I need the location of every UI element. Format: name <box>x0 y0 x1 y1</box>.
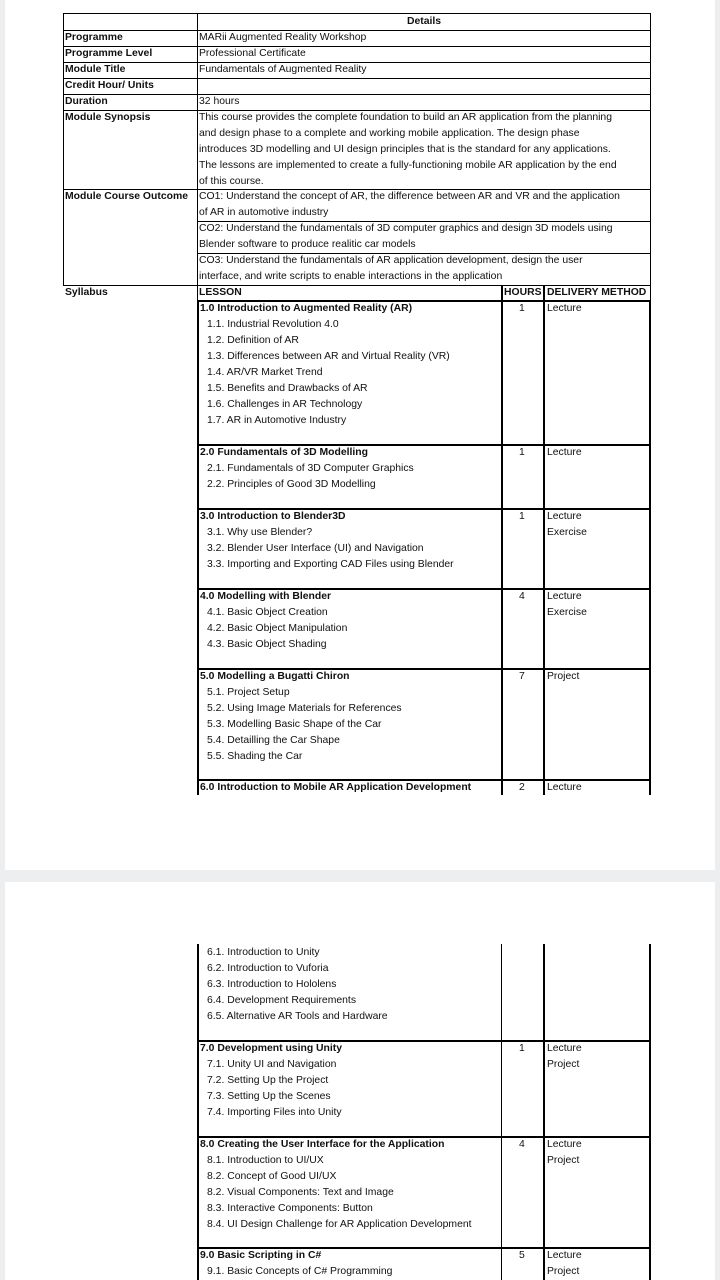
col-line <box>649 944 651 1280</box>
module-title-value: Fundamentals of Augmented Reality <box>199 64 367 75</box>
section-hours: 2 <box>519 782 525 793</box>
lesson-item: 2.2. Principles of Good 3D Modelling <box>207 479 376 490</box>
lesson-item: 6.3. Introduction to Hololens <box>207 979 337 990</box>
lesson-item: 1.2. Definition of AR <box>207 335 299 346</box>
module-outcome-label: Module Course Outcome <box>65 191 188 202</box>
lesson-item: 6.4. Development Requirements <box>207 995 357 1006</box>
lesson-item: 8.2. Visual Components: Text and Image <box>207 1187 394 1198</box>
co2-line: CO2: Understand the fundamentals of 3D computer graphics and design 3D models using <box>199 223 613 234</box>
co2-line: Blender software to produce realitic car models <box>199 239 416 250</box>
delivery-method: Lecture <box>547 1139 582 1150</box>
co3-line: CO3: Understand the fundamentals of AR application development, design the user <box>199 255 583 266</box>
col-line <box>543 944 545 1280</box>
co1-line: of AR in automotive industry <box>199 207 329 218</box>
info-table-divider <box>197 13 198 286</box>
section-title: 6.0 Introduction to Mobile AR Application Development <box>200 782 472 793</box>
delivery-method: Project <box>547 1266 580 1277</box>
lesson-item: 5.1. Project Setup <box>207 687 290 698</box>
lesson-item: 5.4. Detailling the Car Shape <box>207 735 340 746</box>
section-hours: 5 <box>519 1250 525 1261</box>
lesson-item: 6.5. Alternative AR Tools and Hardware <box>207 1011 388 1022</box>
col-line <box>197 944 199 1280</box>
section-title: 8.0 Creating the User Interface for the Application <box>200 1139 445 1150</box>
lesson-item: 2.1. Fundamentals of 3D Computer Graphics <box>207 463 414 474</box>
delivery-method: Lecture <box>547 1250 582 1261</box>
hours-column-header: HOURS <box>504 287 542 298</box>
module-title-label: Module Title <box>65 64 126 75</box>
synopsis-line: of this course. <box>199 176 264 187</box>
col-line <box>501 285 503 795</box>
col-line <box>543 285 545 795</box>
col-line <box>501 944 502 1280</box>
delivery-method: Exercise <box>547 527 587 538</box>
section-hours: 1 <box>519 1043 525 1054</box>
syllabus-label: Syllabus <box>65 287 108 298</box>
synopsis-line: This course provides the complete foundation to build an AR application from the planning <box>199 112 612 123</box>
delivery-method: Project <box>547 1059 580 1070</box>
section-title: 7.0 Development using Unity <box>200 1043 343 1054</box>
synopsis-line: The lessons are implemented to create a fully-functioning mobile AR application by the end <box>199 160 617 171</box>
synopsis-line: introduces 3D modelling and UI design principles that is the standard for any applications. <box>199 144 611 155</box>
delivery-method: Exercise <box>547 607 587 618</box>
section-hours: 1 <box>519 303 525 314</box>
lesson-item: 8.3. Interactive Components: Button <box>207 1203 373 1214</box>
lesson-item: 8.2. Concept of Good UI/UX <box>207 1171 337 1182</box>
delivery-method: Lecture <box>547 511 582 522</box>
duration-value: 32 hours <box>199 96 240 107</box>
section-hours: 7 <box>519 671 525 682</box>
details-header: Details <box>407 16 442 27</box>
lesson-item: 5.5. Shading the Car <box>207 751 303 762</box>
section-hours: 4 <box>519 1139 525 1150</box>
col-line <box>197 300 199 795</box>
delivery-column-header: DELIVERY METHOD <box>547 287 647 298</box>
duration-label: Duration <box>65 96 108 107</box>
lesson-item: 3.3. Importing and Exporting CAD Files using Blender <box>207 559 454 570</box>
lesson-item: 4.2. Basic Object Manipulation <box>207 623 348 634</box>
delivery-method: Lecture <box>547 447 582 458</box>
lesson-item: 3.2. Blender User Interface (UI) and Navigation <box>207 543 424 554</box>
section-hours: 1 <box>519 447 525 458</box>
programme-level-label: Programme Level <box>65 48 153 59</box>
lesson-column-header: LESSON <box>199 287 242 298</box>
module-synopsis-label: Module Synopsis <box>65 112 151 123</box>
lesson-item: 9.1. Basic Concepts of C# Programming <box>207 1266 393 1277</box>
section-hours: 1 <box>519 511 525 522</box>
co3-line: interface, and write scripts to enable interactions in the application <box>199 271 503 282</box>
lesson-item: 1.1. Industrial Revolution 4.0 <box>207 319 339 330</box>
lesson-item: 1.3. Differences between AR and Virtual Reality (VR) <box>207 351 450 362</box>
lesson-item: 5.3. Modelling Basic Shape of the Car <box>207 719 382 730</box>
section-hours: 4 <box>519 591 525 602</box>
row-line <box>63 94 651 95</box>
delivery-method: Lecture <box>547 303 582 314</box>
lesson-item: 4.1. Basic Object Creation <box>207 607 328 618</box>
lesson-item: 1.6. Challenges in AR Technology <box>207 399 363 410</box>
lesson-item: 7.3. Setting Up the Scenes <box>207 1091 331 1102</box>
delivery-method: Lecture <box>547 1043 582 1054</box>
section-title: 3.0 Introduction to Blender3D <box>200 511 346 522</box>
programme-level-value: Professional Certificate <box>199 48 306 59</box>
lesson-item: 6.2. Introduction to Vuforia <box>207 963 329 974</box>
section-title: 1.0 Introduction to Augmented Reality (AR) <box>200 303 413 314</box>
delivery-method: Project <box>547 671 580 682</box>
synopsis-line: and design phase to a complete and working mobile application. The design phase <box>199 128 580 139</box>
lesson-item: 1.4. AR/VR Market Trend <box>207 367 323 378</box>
lesson-item: 7.2. Setting Up the Project <box>207 1075 329 1086</box>
lesson-item: 1.7. AR in Automotive Industry <box>207 415 347 426</box>
lesson-item: 1.5. Benefits and Drawbacks of AR <box>207 383 368 394</box>
programme-label: Programme <box>65 32 123 43</box>
lesson-item: 7.1. Unity UI and Navigation <box>207 1059 337 1070</box>
document-page-2 <box>5 882 715 1280</box>
delivery-method: Lecture <box>547 782 582 793</box>
lesson-item: 7.4. Importing Files into Unity <box>207 1107 342 1118</box>
lesson-item: 4.3. Basic Object Shading <box>207 639 327 650</box>
delivery-method: Project <box>547 1155 580 1166</box>
section-title: 5.0 Modelling a Bugatti Chiron <box>200 671 350 682</box>
delivery-method: Lecture <box>547 591 582 602</box>
credit-hour-label: Credit Hour/ Units <box>65 80 154 91</box>
lesson-item: 8.4. UI Design Challenge for AR Application Development <box>207 1219 472 1230</box>
document-page-1 <box>5 0 715 870</box>
section-title: 9.0 Basic Scripting in C# <box>200 1250 322 1261</box>
lesson-item: 3.1. Why use Blender? <box>207 527 313 538</box>
lesson-item: 8.1. Introduction to UI/UX <box>207 1155 324 1166</box>
co1-line: CO1: Understand the concept of AR, the difference between AR and VR and the application <box>199 191 620 202</box>
lesson-item: 5.2. Using Image Materials for References <box>207 703 402 714</box>
programme-value: MARii Augmented Reality Workshop <box>199 32 367 43</box>
section-title: 4.0 Modelling with Blender <box>200 591 332 602</box>
section-title: 2.0 Fundamentals of 3D Modelling <box>200 447 369 458</box>
lesson-item: 6.1. Introduction to Unity <box>207 947 320 958</box>
col-line <box>649 300 651 795</box>
